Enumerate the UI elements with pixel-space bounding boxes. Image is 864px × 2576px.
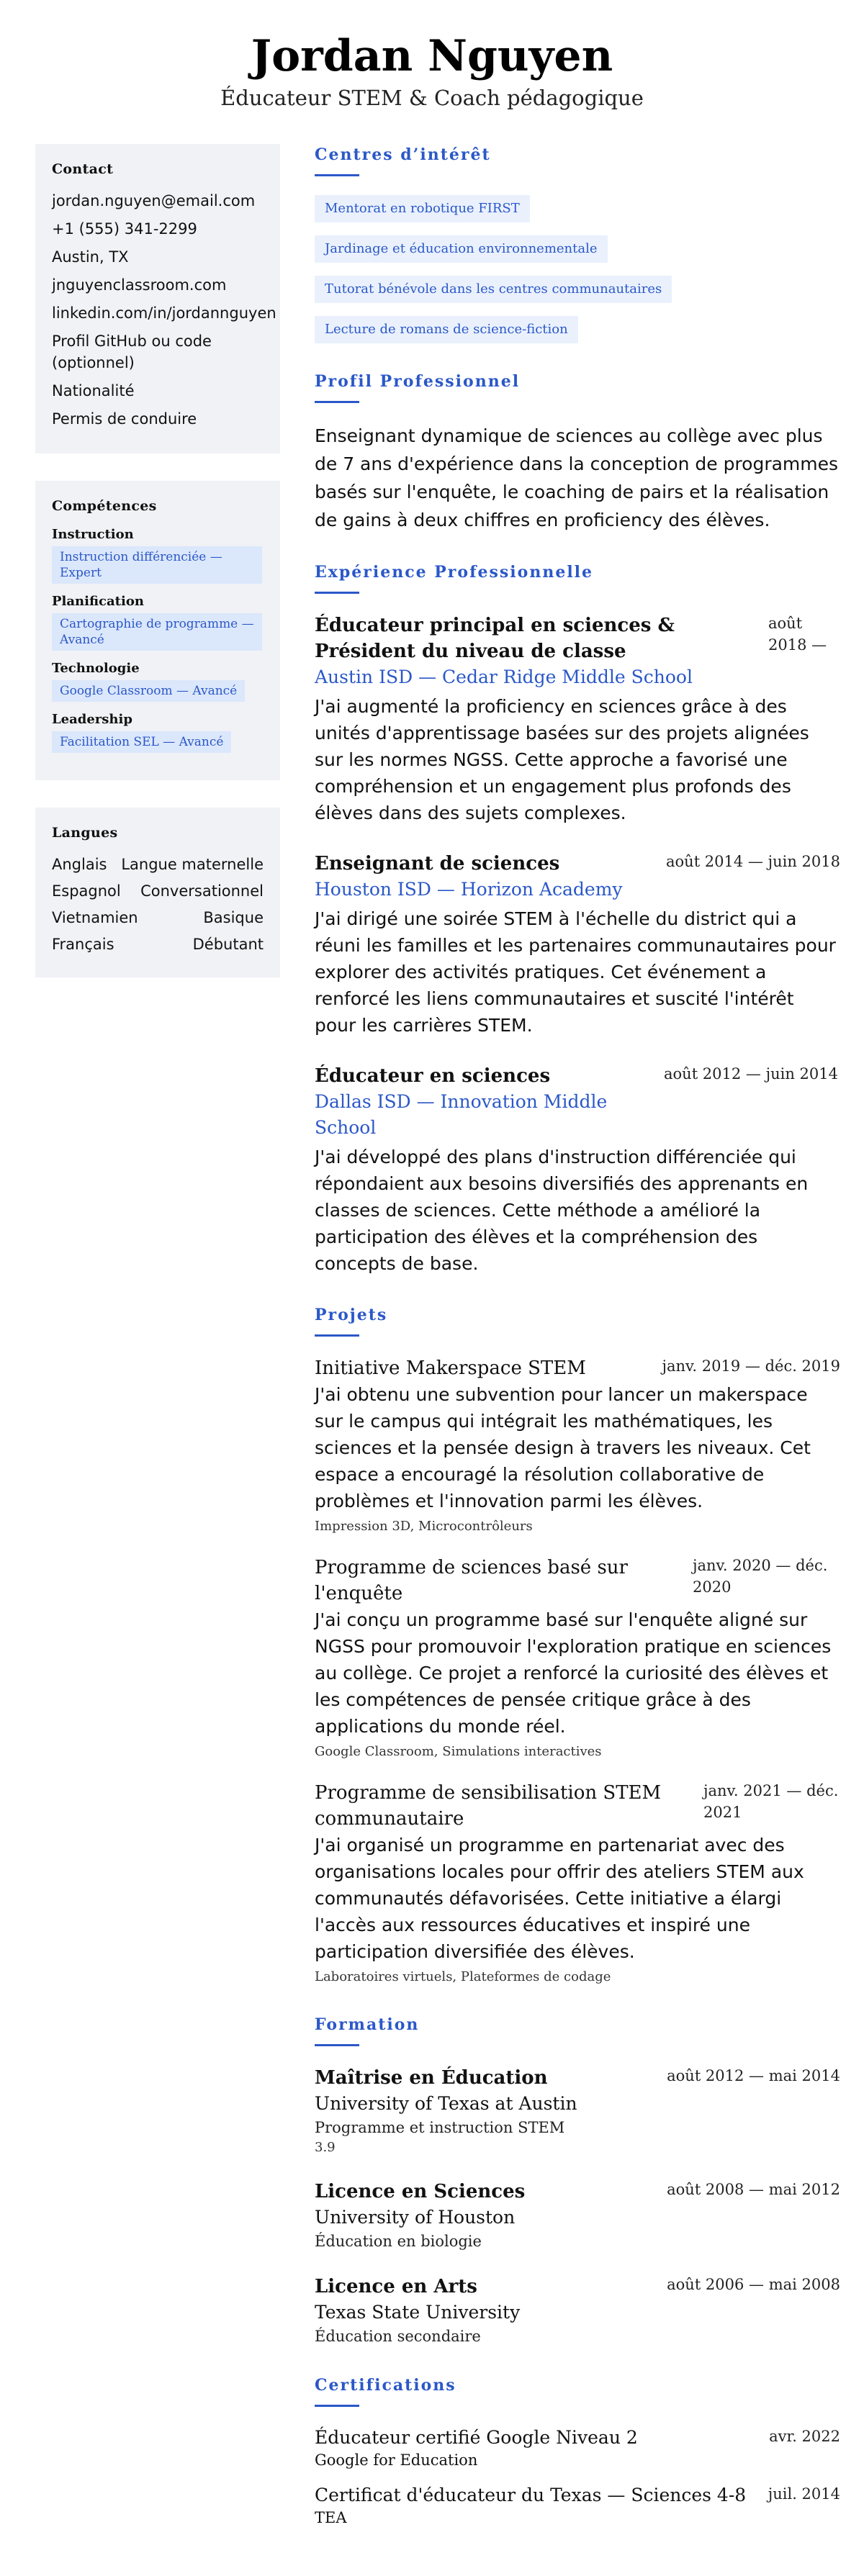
- job-date: août 2018 —: [768, 615, 827, 654]
- job-description: J'ai dirigé une soirée STEM à l'échelle du district qui a réuni les familles et les partenaires communautaires pour explorer des activités pratiques. Cet événement a renforcé les liens communautaires et suscité l'intérêt pour les carrières STEM.: [315, 908, 836, 1036]
- contact-title: Contact: [52, 161, 114, 177]
- section-title: Centres d’intérêt: [315, 145, 491, 164]
- section-rule: [315, 401, 359, 403]
- job-title: Enseignant de sciences: [315, 853, 560, 875]
- section-rule: [315, 1334, 359, 1337]
- person-name: Jordan Nguyen: [251, 31, 613, 81]
- certifications-section: [315, 2374, 840, 2528]
- project-description: J'ai conçu un programme basé sur l'enquête aligné sur NGSS pour promouvoir l'exploration pratique en sciences au collège. Ce projet a renforcé la curiosité des élèves et les compétences de pensée critique grâce à des applications du monde réel.: [315, 1609, 832, 1737]
- contact-list: [52, 190, 276, 430]
- project-name: Programme de sciences basé sur l'enquête: [315, 1557, 628, 1604]
- resume-header: [0, 0, 864, 144]
- contact-github: Profil GitHub ou code (optionnel): [52, 333, 212, 371]
- experience-entry: [315, 1063, 840, 1277]
- contact-location: Austin, TX: [52, 248, 129, 266]
- language-name: Anglais: [52, 856, 107, 873]
- skill-chip: Instruction différenciée — Expert: [52, 546, 262, 584]
- interest-tag: Mentorat en robotique FIRST: [315, 195, 530, 222]
- project-tags: Laboratoires virtuels, Plateformes de codage: [315, 1969, 611, 1984]
- entry-head: [315, 1355, 840, 1381]
- entry-head: [315, 2179, 840, 2205]
- education-date: août 2012 — mai 2014: [667, 2067, 840, 2084]
- education-entry: [315, 2065, 840, 2157]
- contact-phone[interactable]: +1 (555) 341-2299: [52, 220, 197, 238]
- education-field: Programme et instruction STEM: [315, 2119, 565, 2136]
- job-description: J'ai développé des plans d'instruction différenciée qui répondaient aux besoins diversifiés des apprenants en classes de sciences. Cette méthode a amélioré la participation des élèves et la compréhension des concepts de base.: [315, 1147, 809, 1274]
- entry-head: [315, 613, 840, 664]
- language-row: [52, 934, 264, 955]
- language-name: Français: [52, 936, 114, 953]
- skill-group: [52, 594, 264, 651]
- certification-entry: [315, 2426, 840, 2470]
- entry-head: [315, 1780, 840, 1832]
- contact-card: [35, 144, 280, 453]
- entry-title-block: [315, 1063, 624, 1141]
- interest-tag: Tutorat bénévole dans les centres communautaires: [315, 276, 672, 303]
- skill-group: [52, 661, 264, 702]
- language-level: Conversationnel: [140, 882, 264, 900]
- language-name: Vietnamien: [52, 909, 138, 926]
- degree-name: Licence en Arts: [315, 2276, 477, 2297]
- skill-group: [52, 712, 264, 753]
- project-entry: [315, 1555, 840, 1761]
- profile-section: [315, 371, 840, 534]
- contact-linkedin[interactable]: linkedin.com/in/jordannguyen: [52, 304, 276, 322]
- job-organization: Houston ISD — Horizon Academy: [315, 879, 623, 900]
- skill-chip: Cartographie de programme — Avancé: [52, 613, 262, 651]
- skill-chip: Facilitation SEL — Avancé: [52, 731, 231, 753]
- job-organization: Dallas ISD — Innovation Middle School: [315, 1091, 608, 1138]
- project-tags: Impression 3D, Microcontrôleurs: [315, 1519, 533, 1534]
- section-rule: [315, 2044, 359, 2046]
- job-title: Éducateur principal en sciences & Président du niveau de classe: [315, 615, 675, 662]
- certification-name: Certificat d'éducateur du Texas — Sciences 4-8: [315, 2485, 747, 2505]
- education-gpa: 3.9: [315, 2140, 336, 2155]
- contact-nationality: Nationalité: [52, 382, 135, 399]
- contact-license: Permis de conduire: [52, 410, 197, 428]
- interest-tag: Jardinage et éducation environnementale: [315, 235, 608, 263]
- entry-head: [315, 2065, 840, 2091]
- section-title: Certifications: [315, 2376, 456, 2395]
- education-section: [315, 2014, 840, 2347]
- section-rule: [315, 2405, 359, 2407]
- certification-entry: [315, 2483, 840, 2528]
- skill-category: Technologie: [52, 661, 140, 676]
- languages-card: [35, 808, 280, 977]
- certification-issuer: TEA: [315, 2509, 347, 2526]
- project-description: J'ai obtenu une subvention pour lancer un makerspace sur le campus qui intégrait les mathématiques, les sciences et la pensée design à travers les niveaux. Cet espace a encouragé la résolution collaborative de problèmes et l'innovation parmi les élèves.: [315, 1384, 811, 1511]
- language-row: [52, 880, 264, 902]
- interest-tag: Lecture de romans de science-fiction: [315, 316, 578, 343]
- section-title: Expérience Professionnelle: [315, 563, 594, 582]
- main-content: [315, 144, 840, 2555]
- languages-title: Langues: [52, 825, 118, 841]
- projects-section: [315, 1304, 840, 1987]
- entry-head: [315, 2483, 840, 2508]
- section-rule: [315, 174, 359, 176]
- skill-category: Leadership: [52, 712, 132, 727]
- job-description: J'ai augmenté la proficiency en sciences grâce à des unités d'apprentissage basées sur des projets alignées sur les normes NGSS. Cette approche a favorisé une compréhension et un engagement plus profonds des élèves dans des sujets complexes.: [315, 696, 809, 823]
- contact-website[interactable]: jnguyenclassroom.com: [52, 276, 227, 294]
- entry-head: [315, 1063, 840, 1141]
- contact-email[interactable]: jordan.nguyen@email.com: [52, 192, 256, 209]
- language-name: Espagnol: [52, 882, 121, 900]
- project-tags: Google Classroom, Simulations interactives: [315, 1744, 602, 1759]
- project-description: J'ai organisé un programme en partenariat avec des organisations locales pour offrir des ateliers STEM aux communautés défavorisées. Cette initiative a élargi l'accès aux ressources éducatives et inspiré une participation diversifiée des élèves.: [315, 1835, 804, 1962]
- language-level: Langue maternelle: [121, 856, 264, 873]
- certification-date: juil. 2014: [768, 2485, 840, 2503]
- sidebar: [35, 144, 280, 1005]
- certification-date: avr. 2022: [769, 2428, 840, 2445]
- project-name: Initiative Makerspace STEM: [315, 1357, 586, 1379]
- project-date: janv. 2020 — déc. 2020: [693, 1557, 828, 1596]
- job-title: Éducateur en sciences: [315, 1065, 551, 1087]
- language-level: Basique: [203, 909, 264, 926]
- experience-section: [315, 561, 840, 1277]
- experience-entry: [315, 851, 840, 1039]
- profile-text: Enseignant dynamique de sciences au collège avec plus de 7 ans d'expérience dans la conception de programmes basés sur l'enquête, le coaching de pairs et la réalisation de gains à deux chiffres en proficiency des élèves.: [315, 425, 839, 530]
- skill-group: [52, 527, 264, 584]
- project-entry: [315, 1355, 840, 1536]
- section-title: Profil Professionnel: [315, 372, 521, 391]
- entry-head: [315, 2274, 840, 2300]
- certification-issuer: Google for Education: [315, 2451, 478, 2469]
- experience-entry: [315, 613, 840, 826]
- section-title: Projets: [315, 1306, 388, 1324]
- person-subtitle: Éducateur STEM & Coach pédagogique: [220, 86, 644, 110]
- language-row: [52, 854, 264, 875]
- education-field: Éducation en biologie: [315, 2233, 482, 2250]
- language-row: [52, 907, 264, 928]
- skills-title: Compétences: [52, 498, 157, 514]
- entry-head: [315, 1555, 840, 1606]
- entry-head: [315, 2426, 840, 2450]
- language-level: Débutant: [192, 936, 264, 953]
- education-entry: [315, 2274, 840, 2347]
- section-rule: [315, 592, 359, 594]
- project-name: Programme de sensibilisation STEM communautaire: [315, 1782, 662, 1830]
- interests-section: [315, 144, 840, 343]
- project-date: janv. 2019 — déc. 2019: [662, 1357, 840, 1375]
- project-date: janv. 2021 — déc. 2021: [703, 1782, 839, 1821]
- job-organization: Austin ISD — Cedar Ridge Middle School: [315, 666, 693, 687]
- section-title: Formation: [315, 2015, 420, 2034]
- skill-category: Planification: [52, 594, 144, 609]
- education-date: août 2008 — mai 2012: [667, 2181, 840, 2198]
- skill-category: Instruction: [52, 527, 134, 542]
- skill-chip: Google Classroom — Avancé: [52, 680, 245, 702]
- school-name: University of Texas at Austin: [315, 2093, 577, 2114]
- degree-name: Maîtrise en Éducation: [315, 2067, 548, 2089]
- school-name: University of Houston: [315, 2207, 516, 2228]
- education-entry: [315, 2179, 840, 2252]
- education-date: août 2006 — mai 2008: [667, 2276, 840, 2293]
- project-entry: [315, 1780, 840, 1987]
- job-date: août 2014 — juin 2018: [666, 853, 840, 870]
- education-field: Éducation secondaire: [315, 2328, 481, 2345]
- skills-card: [35, 481, 280, 780]
- job-date: août 2012 — juin 2014: [664, 1065, 838, 1083]
- degree-name: Licence en Sciences: [315, 2181, 526, 2202]
- certification-name: Éducateur certifié Google Niveau 2: [315, 2427, 638, 2448]
- school-name: Texas State University: [315, 2302, 521, 2323]
- entry-head: [315, 851, 840, 877]
